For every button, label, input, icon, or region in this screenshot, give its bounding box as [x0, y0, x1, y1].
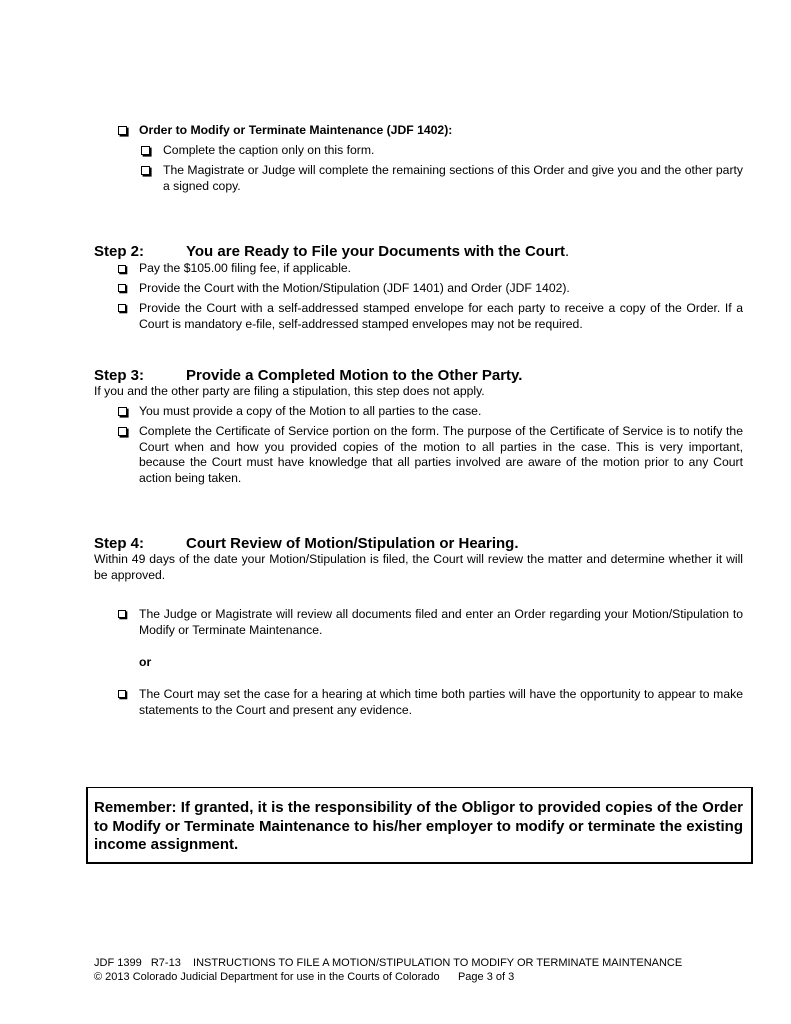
step2-item-2: Provide the Court with the Motion/Stipulation (JDF 1401) and Order (JDF 1402). [139, 281, 570, 295]
step4-number: Step 4: [94, 535, 145, 552]
step2-title-text: You are Ready to File your Documents with the Court [186, 243, 565, 260]
checkbox-step4-item-1[interactable] [118, 610, 126, 618]
checkbox-step2-item-2[interactable] [118, 284, 126, 292]
checkbox-step3-item-1[interactable] [118, 407, 127, 416]
order-item-1: Complete the caption only on this form. [163, 143, 375, 157]
step4-intro: Within 49 days of the date your Motion/Stipulation is filed, the Court will review the matter and determine whether it will be approved. [94, 552, 743, 582]
step2-title [186, 243, 569, 261]
checkbox-order-item-2[interactable] [141, 166, 150, 175]
checkbox-step4-item-2[interactable] [118, 690, 126, 698]
step2-item-3: Provide the Court with a self-addressed stamped envelope for each party to receive a copy of the Order. If a Court is mandatory e-file, self-addressed stamped envelopes may not be required. [139, 301, 743, 331]
footer-copyright-line: © 2013 Colorado Judicial Department for use in the Courts of Colorado Page 3 of 3 [94, 971, 515, 983]
step3-item-1: You must provide a copy of the Motion to all parties to the case. [139, 404, 482, 418]
checkbox-step2-item-3[interactable] [118, 304, 126, 312]
step3-item-2: Complete the Certificate of Service portion on the form. The purpose of the Certificate of Service is to notify the Court when and how you provided copies of the motion to all parties in the case. This is very important, because the Court must have knowledge that all parties involved are aware of the motion prior to any Court action being taken. [139, 424, 743, 485]
order-item-2: The Magistrate or Judge will complete the remaining sections of this Order and give you and the other party a signed copy. [163, 163, 743, 193]
step4-or-label: or [139, 655, 152, 669]
footer-form-line: JDF 1399 R7-13 INSTRUCTIONS TO FILE A MOTION/STIPULATION TO MODIFY OR TERMINATE MAINTENANCE [94, 957, 683, 969]
checkbox-step3-item-2[interactable] [118, 427, 127, 436]
checkbox-step2-item-1[interactable] [118, 265, 126, 273]
step3-intro: If you and the other party are filing a stipulation, this step does not apply. [94, 384, 485, 398]
step4-title: Court Review of Motion/Stipulation or Hearing. [186, 535, 519, 552]
step2-number: Step 2: [94, 243, 145, 260]
step2-title-suffix: . [564, 243, 570, 260]
remember-text: Remember: If granted, it is the responsibility of the Obligor to provided copies of the Order to Modify or Terminate Maintenance to his/her employer to modify or terminate the existing income assignment. [94, 799, 743, 853]
order-section-heading: Order to Modify or Terminate Maintenance (JDF 1402): [139, 123, 453, 137]
checkbox-order-item-1[interactable] [141, 146, 150, 155]
step3-title: Provide a Completed Motion to the Other Party. [186, 367, 523, 384]
step4-item-2: The Court may set the case for a hearing at which time both parties will have the opportunity to appear to make statements to the Court and present any evidence. [139, 687, 743, 717]
step3-number: Step 3: [94, 367, 145, 384]
checkbox-order-heading[interactable] [118, 126, 127, 135]
step2-item-1: Pay the $105.00 filing fee, if applicable. [139, 261, 352, 275]
step4-item-1: The Judge or Magistrate will review all documents filed and enter an Order regarding your Motion/Stipulation to Modify or Terminate Maintenance. [139, 607, 743, 637]
